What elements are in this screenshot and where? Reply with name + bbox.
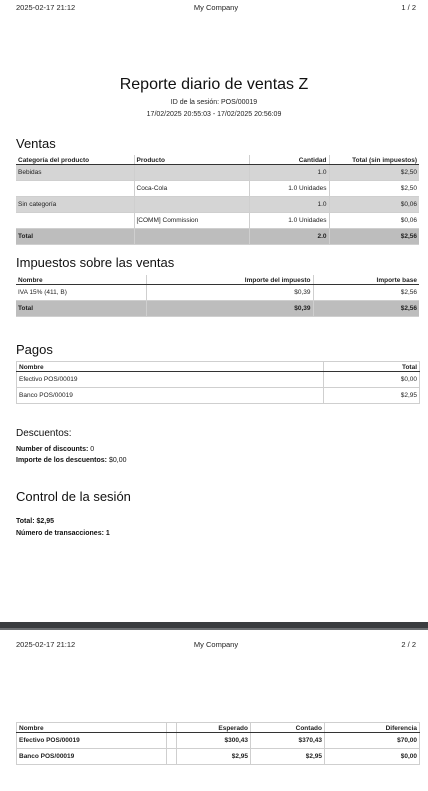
table-cell: Banco POS/00019 <box>17 388 324 404</box>
table-cell: Bebidas <box>16 165 134 181</box>
table-cell: $2,50 <box>329 181 419 197</box>
column-header: Nombre <box>17 362 324 372</box>
table-cell: Banco POS/00019 <box>17 749 167 765</box>
sales-table <box>16 155 419 245</box>
table-row <box>16 285 419 301</box>
table-cell <box>134 197 249 213</box>
table-cell <box>134 165 249 181</box>
table-row <box>17 372 420 388</box>
header-page-number-2: 2 / 2 <box>401 640 416 649</box>
table-cell: Sin categoría <box>16 197 134 213</box>
table-cell: $2,95 <box>324 388 420 404</box>
table-cell: $2,95 <box>177 749 251 765</box>
column-header: Importe base <box>313 275 419 285</box>
table-cell: [COMM] Commission <box>134 213 249 229</box>
report-page-2 <box>0 630 428 791</box>
category-row <box>16 197 419 213</box>
session-total: Total: $2,95 <box>16 518 54 525</box>
discount-amount <box>16 457 127 464</box>
table-cell: 1.0 <box>249 197 329 213</box>
table-cell: Efectivo POS/00019 <box>17 372 324 388</box>
table-row <box>17 733 420 749</box>
header-company-2: My Company <box>193 640 239 649</box>
session-transactions: Número de transacciones: 1 <box>16 530 110 537</box>
session-id: ID de la sesión: POS/00019 <box>170 99 258 106</box>
header-datetime: 2025-02-17 21:12 <box>16 3 76 12</box>
table-row <box>16 181 419 197</box>
table-cell: Total <box>16 301 146 317</box>
table-cell: Efectivo POS/00019 <box>17 733 167 749</box>
column-header: Diferencia <box>325 723 420 733</box>
table-cell: $2,50 <box>329 165 419 181</box>
payments-heading: Pagos <box>16 342 53 357</box>
column-header: Nombre <box>16 275 146 285</box>
table-cell: $0,00 <box>325 749 420 765</box>
column-header: Categoría del producto <box>16 155 134 165</box>
table-row <box>16 213 419 229</box>
table-cell: 1.0 <box>249 165 329 181</box>
table-cell: $70,00 <box>325 733 420 749</box>
discount-count-label: Number of discounts: <box>16 446 89 453</box>
table-cell: 1.0 Unidades <box>249 213 329 229</box>
table-cell: $370,43 <box>251 733 325 749</box>
table-cell <box>134 229 249 245</box>
sales-heading: Ventas <box>16 136 56 151</box>
column-header: Nombre <box>17 723 167 733</box>
header-datetime-2: 2025-02-17 21:12 <box>16 640 76 649</box>
table-header-row <box>16 155 419 165</box>
table-cell: $2,95 <box>251 749 325 765</box>
column-header: Total (sin impuestos) <box>329 155 419 165</box>
table-cell: $0,06 <box>329 197 419 213</box>
table-cell: IVA 15% (411, B) <box>16 285 146 301</box>
table-header-row <box>17 723 420 733</box>
total-row <box>16 301 419 317</box>
table-cell: $0,39 <box>146 301 313 317</box>
report-title: Reporte diario de ventas Z <box>119 76 309 93</box>
table-cell: Total <box>16 229 134 245</box>
table-cell: $0,39 <box>146 285 313 301</box>
table-cell: $2,56 <box>313 301 419 317</box>
taxes-table <box>16 275 419 317</box>
table-cell: $0,06 <box>329 213 419 229</box>
session-range: 17/02/2025 20:55:03 - 17/02/2025 20:56:09 <box>146 111 282 118</box>
discounts-heading: Descuentos: <box>16 428 72 439</box>
table-cell: 2.0 <box>249 229 329 245</box>
table-row <box>17 749 420 765</box>
table-row <box>17 388 420 404</box>
table-header-row <box>17 362 420 372</box>
column-header <box>167 723 177 733</box>
table-cell <box>16 181 134 197</box>
table-cell: $300,43 <box>177 733 251 749</box>
column-header: Cantidad <box>249 155 329 165</box>
header-company: My Company <box>193 3 239 12</box>
header-page-number: 1 / 2 <box>401 3 416 12</box>
table-cell: 1.0 Unidades <box>249 181 329 197</box>
page-header <box>16 3 416 13</box>
column-header: Importe del impuesto <box>146 275 313 285</box>
category-row <box>16 165 419 181</box>
column-header: Total <box>324 362 420 372</box>
table-cell <box>167 733 177 749</box>
discount-amount-label: Importe de los descuentos: <box>16 457 108 464</box>
table-cell <box>16 213 134 229</box>
table-cell: $0,00 <box>324 372 420 388</box>
table-cell <box>167 749 177 765</box>
payments-table <box>16 361 420 404</box>
table-cell: $2,56 <box>313 285 419 301</box>
column-header: Producto <box>134 155 249 165</box>
discount-amount-value: $0,00 <box>108 457 127 464</box>
column-header: Contado <box>251 723 325 733</box>
discount-count-value: 0 <box>90 446 95 453</box>
session-control-heading: Control de la sesión <box>16 489 131 504</box>
table-cell: $2,56 <box>329 229 419 245</box>
page-header-2 <box>16 640 416 650</box>
table-header-row <box>16 275 419 285</box>
column-header: Esperado <box>177 723 251 733</box>
cash-control-table <box>16 722 420 765</box>
total-row <box>16 229 419 245</box>
taxes-heading: Impuestos sobre las ventas <box>16 255 175 270</box>
table-cell: Coca-Cola <box>134 181 249 197</box>
discount-count <box>16 446 94 453</box>
